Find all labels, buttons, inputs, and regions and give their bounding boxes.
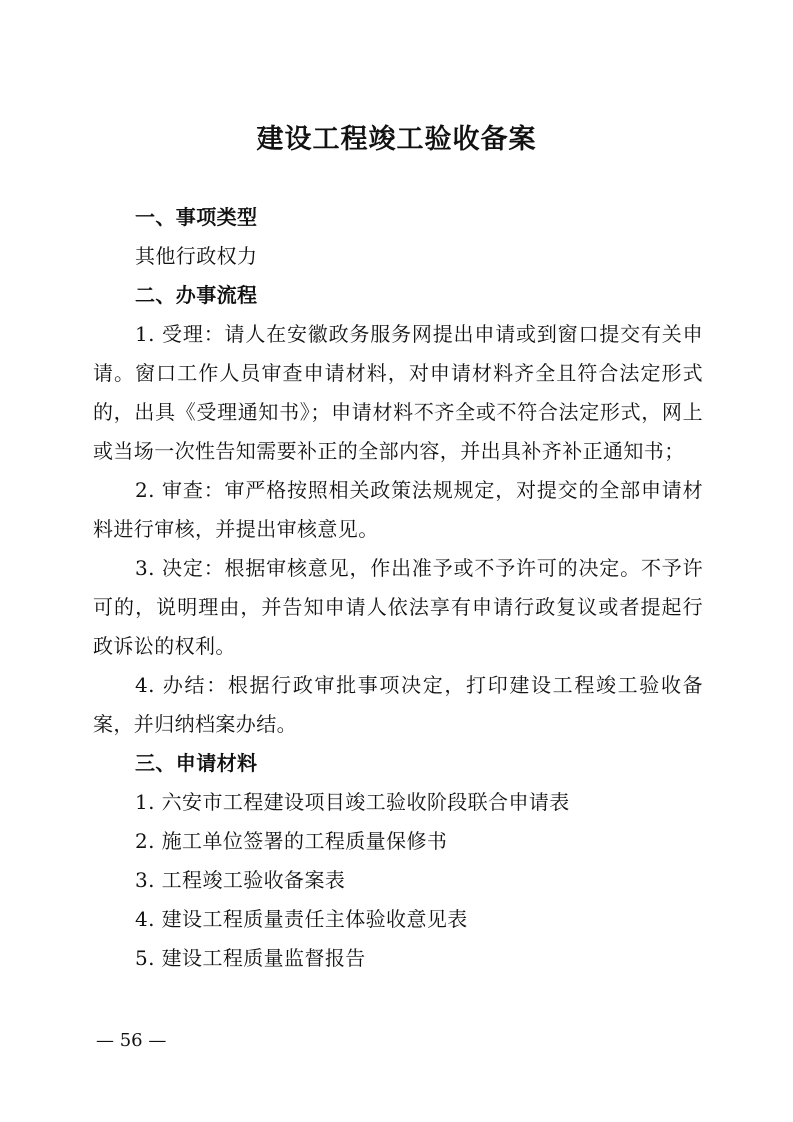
section-heading-materials: 三、申请材料 [135, 751, 258, 775]
section-heading-process: 二、办事流程 [135, 283, 258, 307]
document-body [93, 198, 703, 978]
process-step-complete: 4. 办结：根据行政审批事项决定，打印建设工程竣工验收备案，并归纳档案办结。 [93, 673, 703, 736]
document-title: 建设工程竣工验收备案 [256, 124, 537, 155]
material-item: 4. 建设工程质量责任主体验收意见表 [135, 907, 468, 931]
material-item: 3. 工程竣工验收备案表 [135, 868, 346, 892]
material-item: 1. 六安市工程建设项目竣工验收阶段联合申请表 [135, 790, 570, 814]
material-item: 5. 建设工程质量监督报告 [135, 946, 366, 970]
process-step-review: 2. 审查：审严格按照相关政策法规规定，对提交的全部申请材料进行审核，并提出审核意见。 [93, 478, 703, 541]
material-item: 2. 施工单位签署的工程质量保修书 [135, 829, 448, 853]
section-heading-type: 一、事项类型 [135, 205, 258, 229]
section-content-type: 其他行政权力 [135, 244, 258, 268]
page-number: — 56 — [96, 1030, 167, 1051]
process-step-accept: 1. 受理：请人在安徽政务服务网提出申请或到窗口提交有关申请。窗口工作人员审查申请材料，对申请材料齐全且符合法定形式的，出具《受理通知书》；申请材料不齐全或不符合法定形式，网上或当场一次性告知需要补正的全部内容，并出具补齐补正通知书； [93, 322, 703, 463]
process-step-decide: 3. 决定：根据审核意见，作出准予或不予许可的决定。不予许可的，说明理由，并告知申请人依法享有申请行政复议或者提起行政诉讼的权利。 [93, 556, 703, 658]
